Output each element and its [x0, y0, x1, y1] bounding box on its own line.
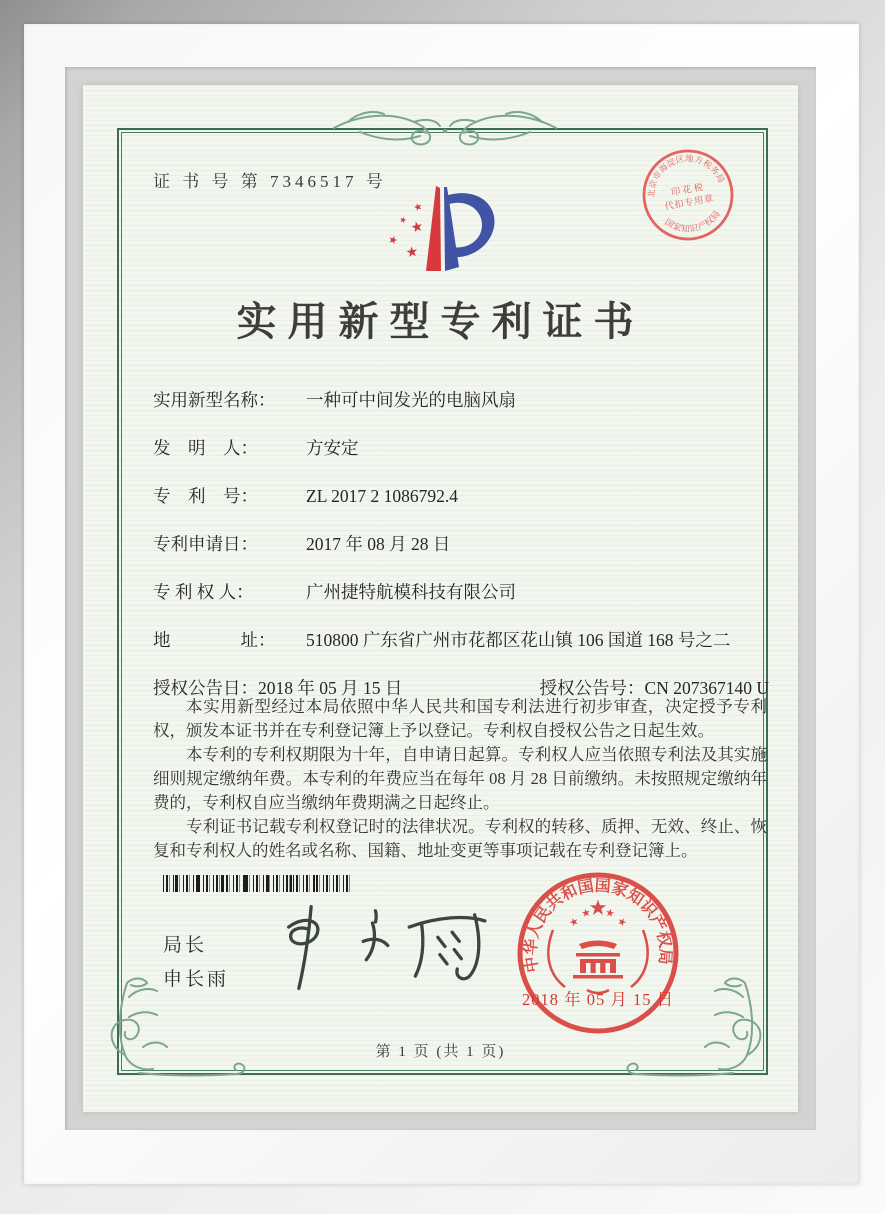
tax-stamp-line1: 印 花 税 [670, 181, 704, 198]
legal-paragraph-2: 本专利的专利权期限为十年，自申请日起算。专利权人应当依照专利法及其实施细则规定缴纳年费。本专利的年费应当在每年 08 月 28 日前缴纳。未按照规定缴纳年费的，专利权自应当缴纳年费期满之日起终止。 [153, 745, 767, 812]
field-row-patentee [153, 580, 769, 605]
field-value: ZL 2017 2 1086792.4 [306, 486, 458, 506]
field-value: 2017 年 08 月 28 日 [306, 534, 451, 554]
field-value: 一种可中间发光的电脑风扇 [306, 390, 516, 410]
field-row-address [153, 628, 769, 653]
field-label: 实用新型名称： [153, 390, 276, 410]
field-label: 专 利 权 人： [153, 582, 254, 602]
signer-name: 申长雨 [163, 969, 230, 990]
barcode [163, 875, 353, 892]
field-label: 专 利 号： [153, 486, 258, 506]
field-row-name [153, 388, 769, 413]
certificate-paper [83, 85, 798, 1112]
grant-no-label: 授权公告号： [539, 678, 645, 698]
field-value: 510800 广东省广州市花都区花山镇 106 国道 168 号之二 [306, 630, 731, 650]
border-ornament-top-icon [330, 105, 560, 153]
office-seal-arc-text: 中华人民共和国国家知识产权局 [522, 877, 674, 974]
legal-paragraph-3: 专利证书记载专利权登记时的法律状况。专利权的转移、质押、无效、终止、恢复和专利权人的姓名或名称、国籍、地址变更等事项记载在专利登记簿上。 [153, 817, 767, 860]
tax-stamp-line2: 代扣专用章 [663, 193, 715, 212]
border-ornament-bottom-right-icon [623, 977, 773, 1082]
legal-paragraph-1: 本实用新型经过本局依照中华人民共和国专利法进行初步审查，决定授予专利权，颁发本证书并在专利登记簿上予以登记。专利权自授权公告之日起生效。 [153, 697, 767, 740]
grant-date-value: 2018 年 05 月 15 日 [258, 678, 403, 698]
certificate-fields [153, 388, 769, 701]
tax-stamp-arc-bottom: 国家知识产权局 [663, 208, 722, 235]
signer-title: 局长 [163, 935, 208, 956]
field-label: 专利申请日： [153, 534, 258, 554]
cnipa-logo-icon [370, 183, 510, 278]
field-row-filing-date [153, 532, 769, 557]
legal-text [153, 695, 767, 863]
field-row-patent-no [153, 484, 769, 509]
tax-stamp-arc-top: 北京市海淀区地方税务局 [647, 154, 727, 199]
certificate-number: 证 书 号 第 7346517 号 [153, 172, 387, 191]
field-value: 方安定 [306, 438, 359, 458]
grant-no-value: CN 207367140 U [644, 678, 769, 698]
grant-date-label: 授权公告日： [153, 678, 258, 698]
seal-date: 2018 年 05 月 15 日 [521, 990, 675, 1009]
page-number: 第 1 页 (共 1 页) [375, 1044, 506, 1060]
field-value: 广州捷特航模科技有限公司 [306, 582, 516, 602]
border-ornament-bottom-left-icon [99, 977, 249, 1082]
field-label: 地 址： [153, 630, 276, 650]
tax-stamp-icon [636, 143, 740, 247]
signature-icon [258, 897, 493, 997]
certificate-title: 实用新型专利证书 [236, 299, 645, 344]
svg-text:国家知识产权局 [662, 207, 725, 238]
field-label: 发 明 人： [153, 438, 258, 458]
field-row-inventor [153, 436, 769, 461]
